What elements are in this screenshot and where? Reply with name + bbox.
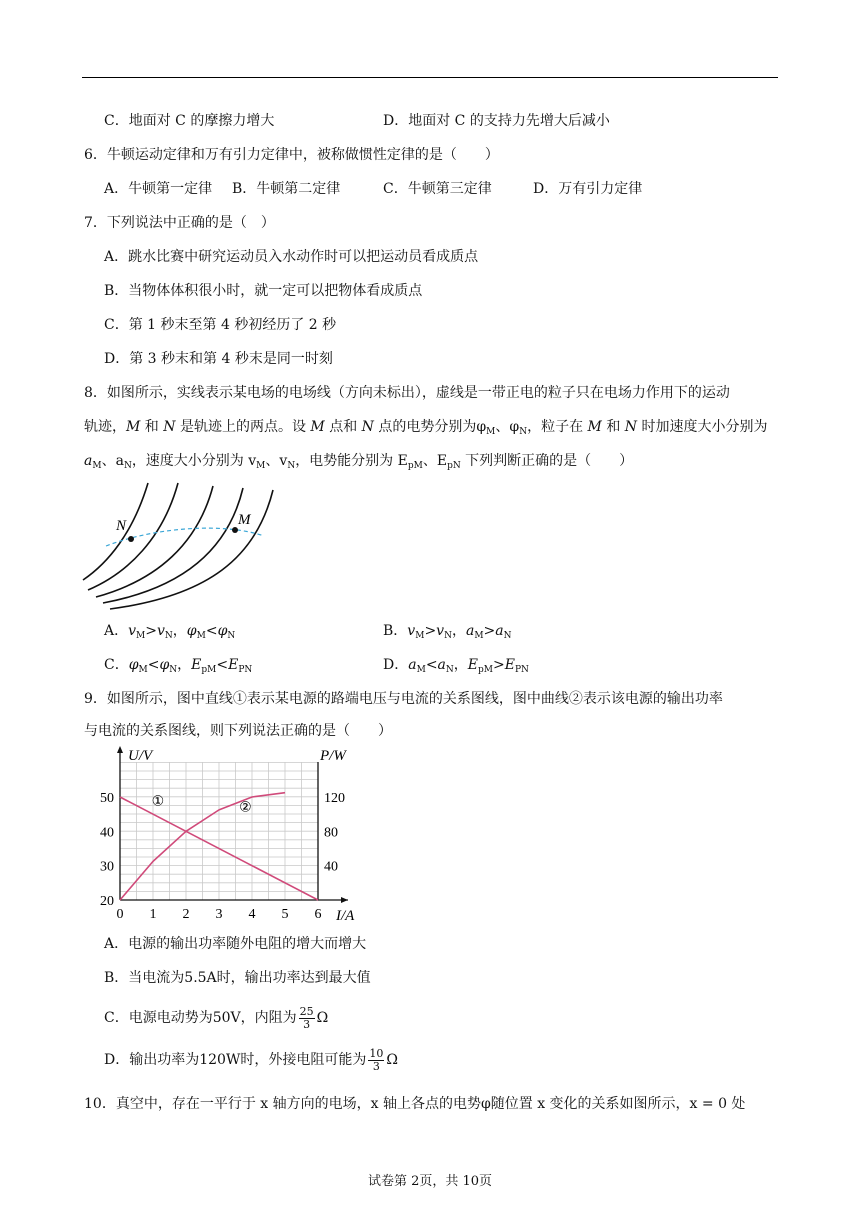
label-m: M [238,512,251,528]
q8-option-a: A．$v_M>v_N$，$\varphi_M<\varphi_N$ [104,623,236,641]
point-n [128,536,134,542]
q9-d-fraction: $\frac{10}{3}$ [369,1046,384,1073]
q6-stem: 6．牛顿运动定律和万有引力定律中，被称做惯性定律的是（ ） [84,147,499,163]
q8-stem-line3: $a_M$、$a_N$，速度大小分别为 $v_M$、$v_N$，电势能分别为 $E_{pM}$、$E_{pN}$ 下列判断正确的是（ ） [84,453,634,471]
q7-option-b: B．当物体体积很小时，就一定可以把物体看成质点 [104,283,423,299]
q8-stem-line2: 轨迹，M 和 N 是轨迹上的两点。设 M 点和 N 点的电势分别为$\varphi_M$、$\varphi_N$，粒子在 M 和 N 时加速度大小分别为 [84,419,768,437]
q8-field-figure [78,478,288,610]
series-label-1: ① [151,794,165,810]
chart-ticks [100,748,355,922]
y-right-tick-label: 120 [324,791,345,806]
q9-option-a: A．电源的输出功率随外电阻的增大而增大 [104,936,367,952]
q7-option-c: C．第 1 秒末至第 4 秒初经历了 2 秒 [104,317,337,333]
y-left-axis-arrow [117,746,123,753]
q9-option-b: B．当电流为5.5A时，输出功率达到最大值 [104,970,371,986]
q8-option-b: B．$v_M>v_N$，$a_M>a_N$ [383,623,512,641]
page-footer: 试卷第 2页，共 10页 [367,1174,493,1189]
y-right-label: P/W [320,748,346,764]
x-axis-arrow [341,897,348,903]
x-tick-label: 3 [215,907,223,922]
label-n: N [116,518,127,534]
q8-option-d: D．$a_M<a_N$，$E_{pM}>E_{PN}$ [383,657,529,675]
q5-option-d: D．地面对 C 的支持力先增大后减小 [383,113,610,129]
chart-axes [117,746,348,903]
q8-stem-line1: 8．如图所示，实线表示某电场的电场线（方向未标出），虚线是一带正电的粒子只在电场力作用下的运动 [84,385,730,401]
q6-option-d: D．万有引力定律 [533,181,643,197]
x-tick-label: 1 [149,907,157,922]
x-tick-label: 6 [314,907,322,922]
q7-option-d: D．第 3 秒末和第 4 秒末是同一时刻 [104,351,333,367]
y-left-label: U/V [128,748,153,764]
y-right-tick-label: 80 [324,825,338,841]
q9-ui-p-chart [90,742,370,922]
q9-c-fraction: $\frac{25}{3}$ [299,1004,314,1031]
q5-option-c: C．地面对 C 的摩擦力增大 [104,113,275,129]
q6-option-c: C．牛顿第三定律 [383,181,492,197]
y-left-tick-label: 30 [100,859,114,875]
series-label-2: ② [239,800,252,816]
q6-option-b: B．牛顿第二定律 [232,181,341,197]
q9-stem-line1: 9．如图所示，图中直线①表示某电源的路端电压与电流的关系图线，图中曲线②表示该电源的输出功率 [84,691,723,707]
q7-stem: 7．下列说法中正确的是（ ） [84,215,275,231]
x-tick-label: 4 [248,907,256,922]
q9-option-d: D．输出功率为120W时，外接电阻可能为 $\frac{10}{3}$ Ω [104,1046,398,1073]
x-tick-label: 2 [182,907,190,922]
y-left-tick-label: 50 [100,791,114,806]
q6-option-a: A．牛顿第一定律 [104,181,213,197]
y-left-tick-label: 40 [100,825,114,841]
q9-option-c: C．电源电动势为50V，内阻为 $\frac{25}{3}$ Ω [104,1004,329,1031]
x-label: I/A [336,908,355,922]
header-rule [82,77,778,78]
y-left-tick-label: 20 [100,894,114,909]
x-tick-label: 5 [281,907,289,922]
q9-stem-line2: 与电流的关系图线，则下列说法正确的是（ ） [84,723,392,739]
q7-option-a: A．跳水比赛中研究运动员入水动作时可以把运动员看成质点 [104,249,479,265]
field-lines [83,483,273,609]
chart-grid [120,762,318,900]
q10-stem: 10．真空中，存在一平行于 x 轴方向的电场，x 轴上各点的电势φ随位置 x 变化的关系如图所示，x = 0 处 [84,1096,746,1112]
y-right-tick-label: 40 [324,859,338,875]
x-tick-label: 0 [116,907,124,922]
q8-option-c: C．$\varphi_M<\varphi_N$，$E_{pM}<E_{PN}$ [104,657,253,675]
